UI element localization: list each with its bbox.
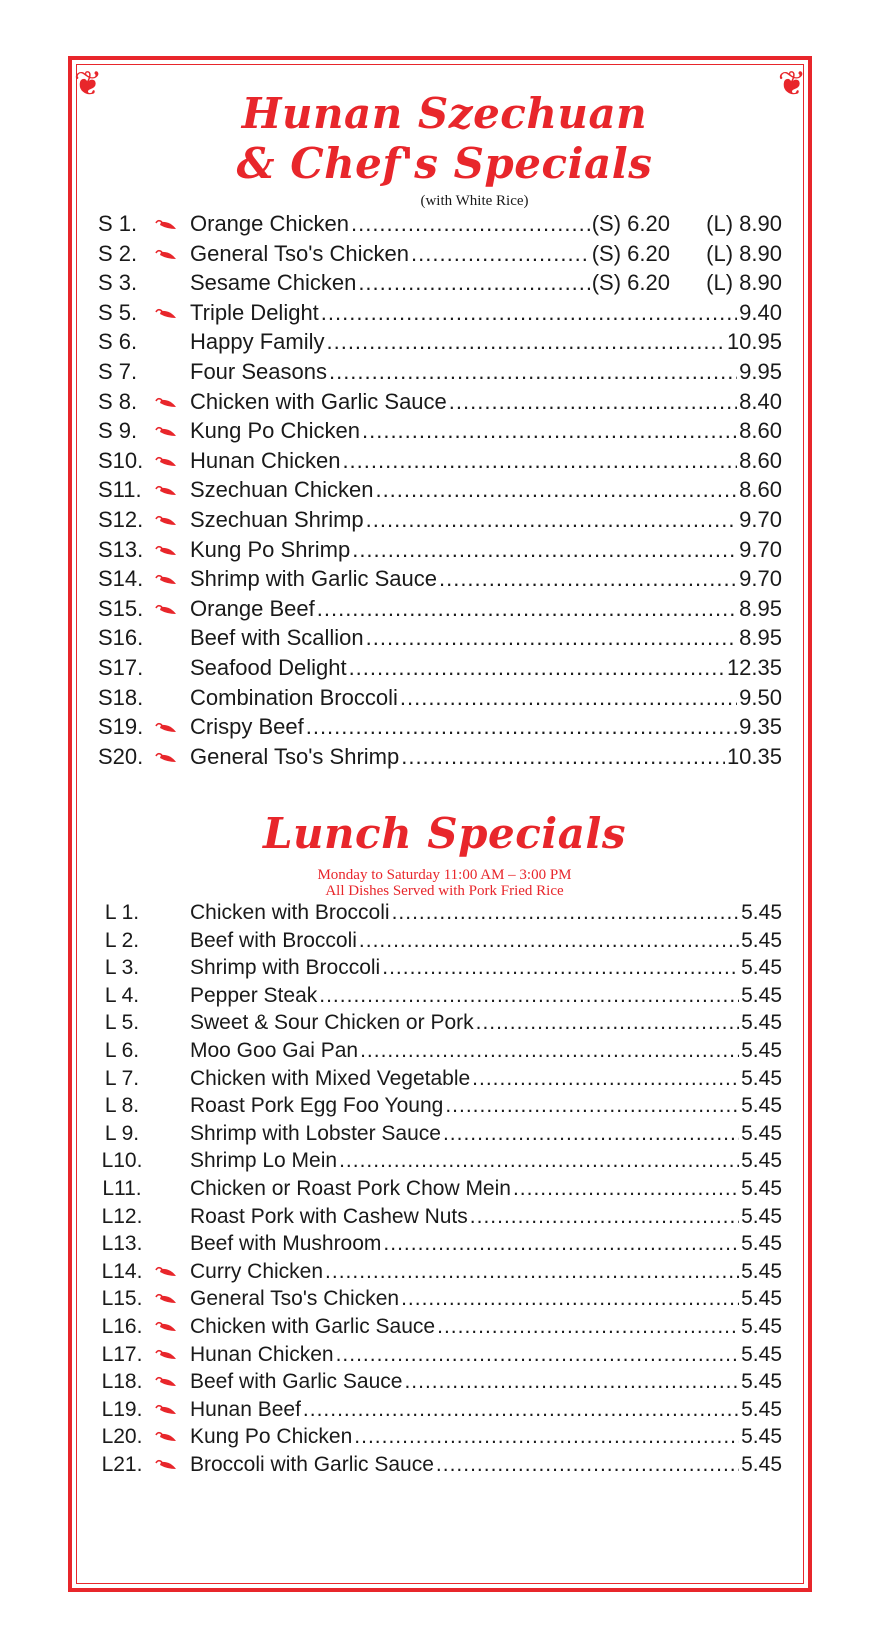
dot-leader — [342, 446, 737, 476]
item-price: 5.45 — [741, 1066, 782, 1090]
menu-item — [98, 1009, 782, 1037]
item-price: 5.45 — [741, 1094, 782, 1118]
item-name: Curry Chicken — [190, 1259, 324, 1283]
item-price: 9.95 — [739, 358, 782, 384]
item-name: Shrimp Lo Mein — [190, 1149, 338, 1173]
item-name: Hunan Chicken — [190, 1342, 334, 1366]
chili-pepper-icon — [154, 1321, 190, 1333]
item-code: L16. — [101, 1314, 143, 1338]
menu-item — [98, 475, 782, 505]
chili-pepper-icon — [154, 604, 190, 616]
dot-leader — [321, 298, 737, 328]
menu-item — [98, 1451, 782, 1479]
dot-leader — [325, 1258, 739, 1286]
item-code: S20. — [98, 743, 144, 769]
dot-leader — [303, 1396, 739, 1424]
chili-pepper-icon — [154, 308, 190, 320]
chili-pepper-icon — [154, 1404, 190, 1416]
chili-pepper-icon — [154, 1293, 190, 1305]
item-code: L19. — [101, 1397, 143, 1421]
dot-leader — [401, 742, 725, 772]
item-price: 5.45 — [741, 1287, 782, 1311]
item-price-small: (S) 6.20 — [591, 211, 670, 236]
menu-item — [98, 446, 782, 476]
dot-leader — [400, 683, 737, 713]
item-code: S15. — [98, 595, 144, 621]
dot-leader — [366, 505, 738, 535]
dot-leader — [362, 416, 737, 446]
item-code: S 5. — [98, 299, 138, 325]
item-price: 9.70 — [739, 566, 782, 592]
item-code: L 7. — [104, 1066, 140, 1090]
item-price: 5.45 — [741, 956, 782, 980]
menu-item — [98, 653, 782, 683]
item-name: Chicken with Mixed Vegetable — [190, 1066, 471, 1090]
menu-item — [98, 1423, 782, 1451]
dot-leader — [382, 954, 739, 982]
menu-item — [98, 535, 782, 565]
item-name: Szechuan Chicken — [190, 477, 374, 503]
item-code: L13. — [101, 1232, 143, 1256]
item-code: L18. — [101, 1370, 143, 1394]
chili-pepper-icon — [154, 1349, 190, 1361]
item-name: Hunan Beef — [190, 1397, 301, 1421]
item-name: Shrimp with Lobster Sauce — [190, 1121, 441, 1145]
lunch-note: All Dishes Served with Pork Fried Rice — [325, 883, 564, 899]
item-code: S 2. — [98, 240, 138, 266]
item-code: L10. — [101, 1149, 143, 1173]
lunch-hours: Monday to Saturday 11:00 AM – 3:00 PM — [317, 867, 572, 883]
item-price: 9.40 — [739, 299, 782, 325]
item-price: 5.45 — [741, 1425, 782, 1449]
item-price: 5.45 — [741, 1342, 782, 1366]
item-price: 5.45 — [741, 1176, 782, 1200]
dot-leader — [306, 712, 737, 742]
item-code: S 7. — [98, 358, 138, 384]
item-code: S 9. — [98, 418, 138, 444]
item-code: S10. — [98, 447, 144, 473]
lunch-menu-list — [98, 899, 782, 1478]
menu-item — [98, 927, 782, 955]
item-code: L 5. — [104, 1011, 140, 1035]
menu-item — [98, 564, 782, 594]
corner-ornament-icon: ❦ — [73, 64, 103, 104]
chili-pepper-icon — [154, 574, 190, 586]
chili-pepper-icon — [154, 249, 190, 261]
menu-item — [98, 327, 782, 357]
menu-item — [98, 239, 782, 269]
hunan-menu-list — [98, 209, 782, 771]
item-price-large: (L) 8.90 — [706, 240, 782, 266]
item-code: S16. — [98, 625, 144, 651]
item-name: Beef with Garlic Sauce — [190, 1370, 403, 1394]
chili-pepper-icon — [154, 515, 190, 527]
item-name: Sweet & Sour Chicken or Pork — [190, 1011, 474, 1035]
item-name: Combination Broccoli — [190, 684, 398, 710]
hunan-subtitle: (with White Rice) — [420, 193, 529, 209]
item-price: 5.45 — [741, 983, 782, 1007]
item-name: Crispy Beef — [190, 714, 304, 740]
item-code: L 1. — [104, 901, 140, 924]
dot-leader — [401, 1285, 739, 1313]
menu-item — [98, 683, 782, 713]
menu-item — [98, 1037, 782, 1065]
item-name: Kung Po Chicken — [190, 1425, 353, 1449]
chili-pepper-icon — [154, 219, 190, 231]
item-price: 10.35 — [726, 743, 782, 769]
item-price-large: (L) 8.90 — [706, 211, 782, 236]
item-name: Szechuan Shrimp — [190, 506, 364, 532]
item-name: Beef with Broccoli — [190, 928, 357, 952]
dot-leader — [326, 327, 724, 357]
item-name: Beef with Mushroom — [190, 1232, 382, 1256]
menu-item — [98, 268, 782, 298]
menu-item — [98, 1203, 782, 1231]
menu-item — [98, 1258, 782, 1286]
menu-item — [98, 954, 782, 982]
menu-item — [98, 712, 782, 742]
item-code: S17. — [98, 654, 144, 680]
item-name: Moo Goo Gai Pan — [190, 1038, 359, 1062]
lunch-title: Lunch Specials — [262, 809, 627, 858]
item-price-small: (S) 6.20 — [591, 240, 670, 266]
corner-ornament-icon: ❦ — [777, 64, 807, 104]
menu-item — [98, 623, 782, 653]
item-price: 9.70 — [739, 506, 782, 532]
item-name: Chicken with Broccoli — [190, 901, 390, 924]
dot-leader — [392, 899, 740, 927]
item-price: 5.45 — [741, 1397, 782, 1421]
item-price: 5.45 — [741, 901, 782, 924]
item-price: 8.60 — [739, 447, 782, 473]
menu-item — [98, 1092, 782, 1120]
menu-item — [98, 594, 782, 624]
item-price: 5.45 — [741, 1259, 782, 1283]
item-price: 8.95 — [739, 625, 782, 651]
menu-item — [98, 1341, 782, 1369]
chili-pepper-icon — [154, 1459, 190, 1471]
dot-leader — [470, 1203, 739, 1231]
dot-leader — [383, 1230, 739, 1258]
hunan-title-line1: Hunan Szechuan — [241, 89, 648, 138]
dot-leader — [411, 239, 590, 269]
item-price: 8.60 — [739, 477, 782, 503]
item-code: S11. — [98, 477, 142, 503]
item-name: General Tso's Chicken — [190, 1287, 400, 1311]
item-price-large: (L) 8.90 — [706, 270, 782, 296]
item-code: L17. — [101, 1342, 143, 1366]
menu-item — [98, 505, 782, 535]
dot-leader — [375, 475, 737, 505]
item-code: L14. — [101, 1259, 143, 1283]
item-code: L 8. — [104, 1094, 140, 1118]
dot-leader — [436, 1451, 739, 1479]
item-code: L 2. — [104, 928, 140, 952]
chili-pepper-icon — [154, 1376, 190, 1388]
item-price: 5.45 — [741, 1232, 782, 1256]
item-price: 5.45 — [741, 1038, 782, 1062]
item-name: Orange Chicken — [190, 211, 349, 236]
item-code: L21. — [101, 1452, 143, 1476]
dot-leader — [445, 1092, 739, 1120]
dot-leader — [352, 535, 737, 565]
chili-pepper-icon — [154, 752, 190, 764]
item-name: Beef with Scallion — [190, 625, 364, 651]
item-code: S 1. — [98, 211, 138, 236]
dot-leader — [472, 1065, 739, 1093]
dot-leader — [358, 268, 589, 298]
menu-item — [98, 298, 782, 328]
item-code: L15. — [101, 1287, 143, 1311]
menu-item — [98, 1230, 782, 1258]
dot-leader — [439, 564, 737, 594]
menu-item — [98, 1368, 782, 1396]
menu-item — [98, 742, 782, 772]
dot-leader — [359, 927, 739, 955]
dot-leader — [329, 357, 737, 387]
item-price: 5.45 — [741, 1121, 782, 1145]
item-price: 5.45 — [741, 1204, 782, 1228]
item-code: L 9. — [104, 1121, 140, 1145]
item-name: Broccoli with Garlic Sauce — [190, 1452, 434, 1476]
menu-item — [98, 1120, 782, 1148]
item-price: 9.70 — [739, 536, 782, 562]
item-price: 8.40 — [739, 388, 782, 414]
chili-pepper-icon — [154, 545, 190, 557]
item-price: 9.35 — [739, 714, 782, 740]
chili-pepper-icon — [154, 1266, 190, 1278]
menu-item — [98, 357, 782, 387]
item-price: 5.45 — [741, 1314, 782, 1338]
dot-leader — [449, 387, 737, 417]
item-code: L 3. — [104, 956, 140, 980]
menu-item — [98, 1065, 782, 1093]
menu-item — [98, 416, 782, 446]
item-price: 5.45 — [741, 1370, 782, 1394]
item-code: L 4. — [104, 983, 140, 1007]
item-code: S 6. — [98, 329, 138, 355]
dot-leader — [437, 1313, 739, 1341]
item-name: General Tso's Chicken — [190, 240, 410, 266]
menu-item — [98, 1396, 782, 1424]
item-code: S18. — [98, 684, 144, 710]
item-name: Chicken with Garlic Sauce — [190, 1314, 436, 1338]
item-price: 8.60 — [739, 418, 782, 444]
item-price: 5.45 — [741, 1149, 782, 1173]
menu-item — [98, 209, 782, 239]
chili-pepper-icon — [154, 485, 190, 497]
dot-leader — [476, 1009, 740, 1037]
item-name: Chicken with Garlic Sauce — [190, 388, 447, 414]
item-name: Orange Beef — [190, 595, 315, 621]
dot-leader — [443, 1120, 739, 1148]
item-price: 5.45 — [741, 1452, 782, 1476]
chili-pepper-icon — [154, 397, 190, 409]
item-name: Pepper Steak — [190, 983, 318, 1007]
dot-leader — [366, 623, 738, 653]
item-name: Roast Pork with Cashew Nuts — [190, 1204, 468, 1228]
item-code: S19. — [98, 714, 144, 740]
item-name: Hunan Chicken — [190, 447, 341, 473]
dot-leader — [349, 653, 725, 683]
item-code: S14. — [98, 566, 144, 592]
chili-pepper-icon — [154, 456, 190, 468]
item-code: L11. — [102, 1176, 142, 1200]
item-code: S13. — [98, 536, 144, 562]
item-price: 12.35 — [726, 654, 782, 680]
item-name: Seafood Delight — [190, 654, 347, 680]
dot-leader — [351, 209, 590, 239]
dot-leader — [317, 594, 737, 624]
dot-leader — [339, 1147, 739, 1175]
chili-pepper-icon — [154, 722, 190, 734]
menu-item — [98, 387, 782, 417]
menu-item — [98, 982, 782, 1010]
item-code: L20. — [101, 1425, 143, 1449]
dot-leader — [360, 1037, 739, 1065]
item-code: L12. — [101, 1204, 143, 1228]
item-price-small: (S) 6.20 — [591, 270, 670, 296]
item-price: 5.45 — [741, 1011, 782, 1035]
item-code: S12. — [98, 506, 144, 532]
dot-leader — [336, 1341, 740, 1369]
dot-leader — [354, 1423, 739, 1451]
item-name: Shrimp with Broccoli — [190, 956, 381, 980]
item-name: Kung Po Chicken — [190, 418, 360, 444]
item-price: 5.45 — [741, 928, 782, 952]
item-name: Roast Pork Egg Foo Young — [190, 1094, 444, 1118]
chili-pepper-icon — [154, 1431, 190, 1443]
chili-pepper-icon — [154, 426, 190, 438]
item-price: 10.95 — [726, 329, 782, 355]
dot-leader — [319, 982, 739, 1010]
menu-item — [98, 1285, 782, 1313]
item-name: Happy Family — [190, 329, 325, 355]
menu-item — [98, 1175, 782, 1203]
item-name: Four Seasons — [190, 358, 327, 384]
item-name: Kung Po Shrimp — [190, 536, 351, 562]
item-name: Triple Delight — [190, 299, 319, 325]
item-name: Sesame Chicken — [190, 270, 357, 296]
item-name: Shrimp with Garlic Sauce — [190, 566, 437, 592]
dot-leader — [404, 1368, 739, 1396]
menu-item — [98, 1147, 782, 1175]
item-price: 9.50 — [739, 684, 782, 710]
item-name: General Tso's Shrimp — [190, 743, 400, 769]
item-code: S 8. — [98, 388, 138, 414]
item-code: L 6. — [104, 1038, 140, 1062]
dot-leader — [513, 1175, 739, 1203]
item-name: Chicken or Roast Pork Chow Mein — [190, 1176, 511, 1200]
item-code: S 3. — [98, 270, 138, 296]
hunan-title-line2: & Chef's Specials — [236, 139, 653, 188]
menu-item — [98, 899, 782, 927]
item-price: 8.95 — [739, 595, 782, 621]
menu-item — [98, 1313, 782, 1341]
